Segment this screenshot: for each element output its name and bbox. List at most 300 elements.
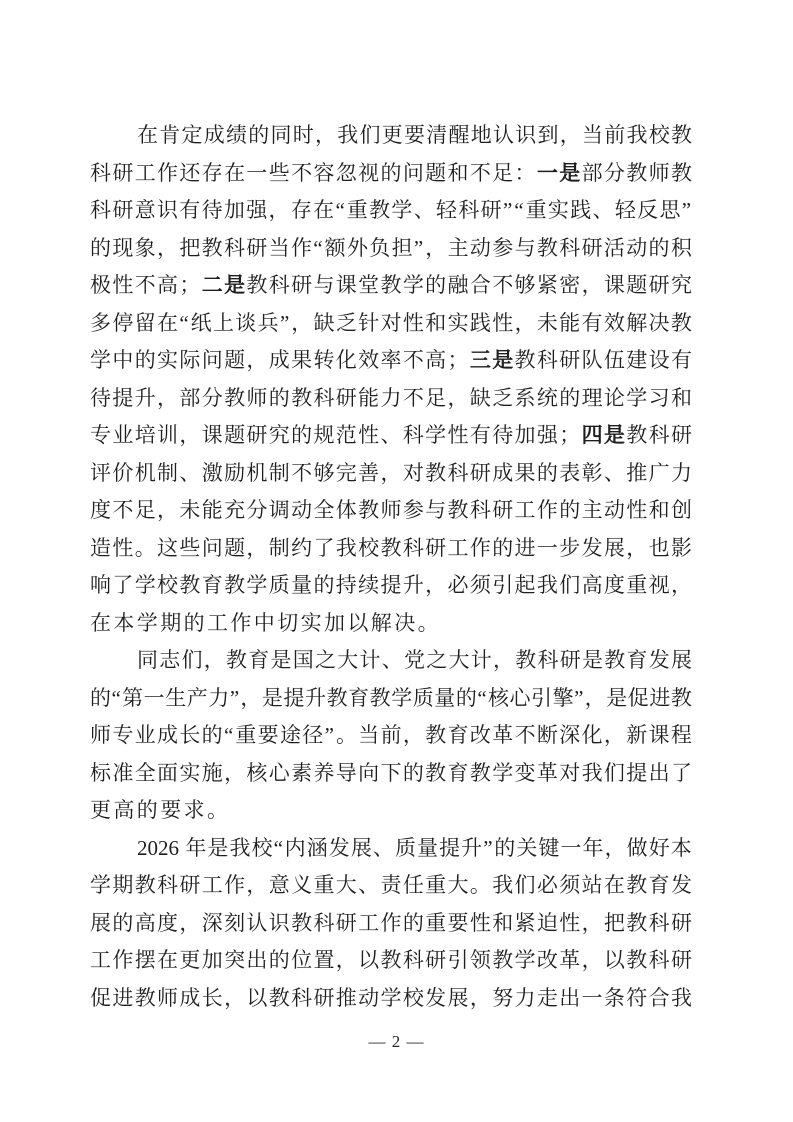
text-char: 教 xyxy=(358,498,380,522)
text-char: 之 xyxy=(426,648,448,672)
text-char: 义 xyxy=(291,873,313,897)
text-char: 校 xyxy=(648,123,670,147)
text-char: 科 xyxy=(648,423,670,447)
text-char: 究 xyxy=(268,423,290,447)
text-char: 重 xyxy=(235,723,257,747)
text-char: 提 xyxy=(380,573,402,597)
text-char: 养 xyxy=(313,760,335,785)
text-char: 定 xyxy=(181,123,203,147)
text-char: 的 xyxy=(648,235,670,260)
text-char: 科 xyxy=(157,873,179,897)
text-char: 题 xyxy=(626,273,648,297)
text-char: 、 xyxy=(413,198,435,222)
text-line xyxy=(90,192,692,230)
text-char: 工 xyxy=(358,910,380,935)
text-char: 部 xyxy=(581,160,603,185)
text-char: ， xyxy=(157,498,179,522)
text-char: 高 xyxy=(425,348,447,372)
text-char: 育 xyxy=(447,723,469,747)
text-char: 质 xyxy=(394,835,416,860)
text-char: 未 xyxy=(536,310,558,335)
text-char: 加 xyxy=(514,423,536,447)
quote-mark: ” xyxy=(502,198,513,222)
quote-mark: “ xyxy=(179,310,189,335)
text-segment: 更高的要求。 xyxy=(90,798,231,822)
text-char: 性 xyxy=(559,910,581,935)
text-char: 大 xyxy=(337,648,359,672)
text-char: 也 xyxy=(648,535,670,560)
text-char: 擎 xyxy=(552,685,574,710)
text-char: 质 xyxy=(268,573,290,597)
text-char: 教 xyxy=(134,873,156,897)
text-char: 持 xyxy=(335,573,357,597)
text-char: 题 xyxy=(224,535,246,560)
text-char: ， xyxy=(380,460,402,485)
text-char: 2026 xyxy=(137,835,185,860)
text-char: 教 xyxy=(626,423,648,447)
text-char: ， xyxy=(604,835,626,860)
text-char: 师 xyxy=(157,985,179,1010)
bold-text: 二 xyxy=(201,273,223,297)
text-char: 。 xyxy=(335,723,357,747)
text-char: 建 xyxy=(626,348,648,372)
text-char: 科 xyxy=(291,985,313,1010)
text-char: 足 xyxy=(134,498,156,522)
text-char: 教 xyxy=(201,235,223,260)
text-char: 要 xyxy=(257,723,279,747)
text-char: 站 xyxy=(581,873,603,897)
text-char: 积 xyxy=(670,235,692,260)
text-char: 性 xyxy=(626,498,648,522)
text-char: 改 xyxy=(536,948,558,972)
text-char: 我 xyxy=(626,123,648,147)
text-char: 不 xyxy=(112,498,134,522)
text-char: 不 xyxy=(514,723,536,747)
text-char: 教 xyxy=(268,985,290,1010)
text-char: 主 xyxy=(581,498,603,522)
text-char: 缺 xyxy=(313,310,335,335)
text-char: 广 xyxy=(648,460,670,485)
text-char: 重 xyxy=(425,873,447,897)
text-char: 教 xyxy=(224,573,246,597)
text-char: ， xyxy=(335,948,357,972)
text-char: 度 xyxy=(90,498,111,522)
text-char: 面 xyxy=(157,760,179,785)
text-char: 有 xyxy=(581,310,603,335)
text-char: 活 xyxy=(603,235,625,260)
text-char: 作 xyxy=(112,948,134,972)
text-char: ， xyxy=(425,573,447,597)
text-char: 研 xyxy=(335,910,357,935)
text-char: 兵 xyxy=(257,310,279,335)
text-char: 性 xyxy=(447,423,469,447)
text-char: ， xyxy=(447,385,469,410)
text-char: 与 xyxy=(313,273,335,297)
text-char: 不 xyxy=(291,160,313,185)
text-char: 本 xyxy=(670,835,692,860)
text-char: 决 xyxy=(648,310,670,335)
text-char: ， xyxy=(581,948,603,972)
text-char: 涵 xyxy=(306,835,328,860)
text-char: 研 xyxy=(559,348,581,372)
text-char: 育 xyxy=(348,685,370,710)
text-char: 程 xyxy=(670,723,692,747)
text-char: 不 xyxy=(291,460,313,485)
text-char: 下 xyxy=(380,760,402,785)
text-char: 更 xyxy=(179,948,201,972)
text-char: 约 xyxy=(291,535,313,560)
text-char: 改 xyxy=(469,723,491,747)
text-char: 成 xyxy=(179,985,201,1010)
text-char: 当 xyxy=(582,123,603,147)
text-char: 分 xyxy=(603,160,625,185)
quote-mark: “ xyxy=(111,685,121,710)
text-line xyxy=(90,380,692,418)
text-char: 第 xyxy=(122,685,144,710)
text-char: 核 xyxy=(487,685,509,710)
text-char: 忽 xyxy=(335,160,357,185)
text-char: 径 xyxy=(302,723,324,747)
text-char: 出 xyxy=(246,948,268,972)
text-char: 视 xyxy=(648,573,670,597)
text-char: 展 xyxy=(671,648,692,672)
text-char: 们 xyxy=(559,573,581,597)
text-char: 我 xyxy=(335,535,357,560)
text-char: 当 xyxy=(358,723,380,747)
text-char: 研 xyxy=(670,423,692,447)
text-char: 展 xyxy=(350,835,372,860)
text-char: 研 xyxy=(425,535,447,560)
text-char: 研 xyxy=(480,198,502,222)
text-char: 师 xyxy=(648,160,670,185)
text-char: ， xyxy=(581,910,603,935)
text-char: 解 xyxy=(626,310,648,335)
text-char: 研 xyxy=(179,873,201,897)
text-char: ， xyxy=(268,198,290,222)
text-char: ， xyxy=(559,123,581,147)
text-char: 度 xyxy=(603,573,625,597)
text-char: 以 xyxy=(603,948,625,972)
text-char: 大 xyxy=(447,873,469,897)
text-char: 性 xyxy=(112,535,134,560)
text-char: 师 xyxy=(246,385,268,410)
text-char: 部 xyxy=(179,385,201,410)
text-char: 以 xyxy=(358,948,380,972)
text-char: 。 xyxy=(469,873,491,897)
text-char: 教 xyxy=(626,948,648,972)
bold-text: 是 xyxy=(603,423,625,447)
text-char: 科 xyxy=(402,423,424,447)
text-char: 、 xyxy=(358,873,380,897)
text-char: 发 xyxy=(648,648,670,672)
text-char: 走 xyxy=(536,985,558,1010)
text-char: 学 xyxy=(391,198,413,222)
text-char: 题 xyxy=(425,160,447,185)
text-char: 提 xyxy=(439,835,461,860)
text-char: 断 xyxy=(536,723,558,747)
text-char: 工 xyxy=(134,160,156,185)
text-char: 论 xyxy=(603,385,625,410)
text-char: 研 xyxy=(246,423,268,447)
text-char: 长 xyxy=(201,985,223,1010)
text-char: 校 xyxy=(402,985,424,1010)
text-char: 紧 xyxy=(514,910,536,935)
text-char: 动 xyxy=(358,985,380,1010)
text-char: 是 xyxy=(261,685,283,710)
text-line xyxy=(90,267,692,305)
text-line xyxy=(90,417,692,455)
text-char: 专 xyxy=(112,723,134,747)
text-char: 教 xyxy=(492,948,514,972)
text-char: 是 xyxy=(582,648,603,672)
text-char: 有 xyxy=(670,348,692,372)
text-char: 校 xyxy=(251,835,273,860)
text-char: ， xyxy=(584,685,606,710)
text-char: 们 xyxy=(359,123,381,147)
text-char: 识 xyxy=(515,123,537,147)
text-char: 融 xyxy=(447,273,469,297)
text-char: 制 xyxy=(157,460,179,485)
text-char: 研 xyxy=(112,198,134,222)
text-char: 要 xyxy=(404,123,425,147)
text-char: 科 xyxy=(648,910,670,935)
text-char: 突 xyxy=(224,948,246,972)
text-char: 成 xyxy=(268,348,290,372)
text-char: 密 xyxy=(559,273,581,297)
text-char: 激 xyxy=(201,460,223,485)
text-char: 教 xyxy=(671,123,692,147)
text-char: 、 xyxy=(179,460,201,485)
text-char: 的 xyxy=(248,123,270,147)
text-char: 高 xyxy=(581,573,603,597)
text-char: 科 xyxy=(648,948,670,972)
text-char: 教 xyxy=(369,685,391,710)
text-char: 成 xyxy=(156,723,178,747)
text-char: 性 xyxy=(492,310,514,335)
text-char: 科 xyxy=(90,198,111,222)
text-char: 标 xyxy=(90,760,111,785)
text-char: 识 xyxy=(268,910,290,935)
text-char: 教 xyxy=(380,948,402,972)
text-char: 的 xyxy=(492,535,514,560)
text-char: 同 xyxy=(270,123,292,147)
text-char: 工 xyxy=(447,535,469,560)
text-char: 些 xyxy=(268,160,290,185)
text-char: 力 xyxy=(380,385,402,410)
text-char: 我 xyxy=(536,573,558,597)
text-char: 反 xyxy=(637,198,659,222)
text-char: 育 xyxy=(626,648,648,672)
text-line xyxy=(90,642,692,680)
text-char: 时 xyxy=(292,123,314,147)
text-char: 科 xyxy=(90,160,111,185)
text-char: 规 xyxy=(313,423,335,447)
text-char: 化 xyxy=(581,723,603,747)
text-char: 更 xyxy=(381,123,403,147)
text-char: 意 xyxy=(268,873,290,897)
text-line xyxy=(90,117,692,155)
text-char: 合 xyxy=(469,273,491,297)
text-char: 途 xyxy=(279,723,301,747)
text-char: 提 xyxy=(626,760,648,785)
quote-mark: “ xyxy=(273,835,283,860)
text-char: 培 xyxy=(134,423,156,447)
text-char: 科 xyxy=(537,648,559,672)
text-char: 上 xyxy=(212,310,234,335)
text-char: 践 xyxy=(469,310,491,335)
text-char: 科 xyxy=(402,948,424,972)
quote-mark: ” xyxy=(483,835,493,860)
text-char: 充 xyxy=(224,498,246,522)
text-char: 教 xyxy=(626,160,648,185)
text-char: 了 xyxy=(112,573,134,597)
text-char: 施 xyxy=(201,760,223,785)
text-char: 键 xyxy=(538,835,560,860)
text-char: 教 xyxy=(536,235,558,260)
text-char: 作 xyxy=(469,535,491,560)
quote-mark: ” xyxy=(681,198,692,222)
text-char: 的 xyxy=(559,385,581,410)
text-char: 加 xyxy=(201,948,223,972)
text-char: 进 xyxy=(112,985,134,1010)
text-char: 在 xyxy=(224,160,246,185)
bold-text: 是 xyxy=(559,160,581,185)
text-char: 工 xyxy=(514,498,536,522)
text-char: 志 xyxy=(159,648,181,672)
text-char: 科 xyxy=(313,910,335,935)
text-char: ， xyxy=(626,535,648,560)
text-char: 认 xyxy=(246,910,268,935)
text-char: 进 xyxy=(514,535,536,560)
text-char: ； xyxy=(559,423,581,447)
text-char: 一 xyxy=(581,985,603,1010)
text-char: ， xyxy=(246,535,268,560)
text-char: ， xyxy=(315,123,336,147)
text-char: 清 xyxy=(426,123,448,147)
text-char: 纸 xyxy=(190,310,212,335)
text-char: 们 xyxy=(181,648,203,672)
text-char: 在 xyxy=(157,948,179,972)
text-char: 教 xyxy=(246,273,268,297)
text-char: 堂 xyxy=(358,273,380,297)
text-char: 性 xyxy=(112,273,134,297)
text-char: 质 xyxy=(412,685,434,710)
text-char: 成 xyxy=(492,460,514,485)
text-char: ； xyxy=(447,348,469,372)
text-char: 题 xyxy=(224,348,246,372)
text-char: 动 xyxy=(469,235,491,260)
text-char: 存 xyxy=(201,160,223,185)
text-char: 置 xyxy=(313,948,335,972)
text-char: 机 xyxy=(246,460,268,485)
text-char: 努 xyxy=(492,985,514,1010)
text-line xyxy=(90,530,692,568)
text-char: 的 xyxy=(494,835,516,860)
text-char: 和 xyxy=(670,385,692,410)
text-char: 伍 xyxy=(603,348,625,372)
text-char: 心 xyxy=(268,760,290,785)
bold-text: 三 xyxy=(469,348,491,372)
text-char: 校 xyxy=(358,535,380,560)
text-char: 参 xyxy=(492,235,514,260)
text-char: 思 xyxy=(659,198,681,222)
text-char: 必 xyxy=(536,873,558,897)
text-char: 须 xyxy=(469,573,491,597)
text-char: ， xyxy=(224,760,246,785)
text-char: 的 xyxy=(90,235,111,260)
text-char: 、 xyxy=(380,423,402,447)
text-char: 重 xyxy=(346,198,368,222)
text-line xyxy=(90,980,692,1018)
text-char: 步 xyxy=(559,535,581,560)
text-char: ， xyxy=(425,235,447,260)
text-char: ， xyxy=(581,273,603,297)
text-char: 象 xyxy=(134,235,156,260)
text-char: 认 xyxy=(493,123,514,147)
text-char: 问 xyxy=(201,535,223,560)
text-char: 大 xyxy=(448,648,470,672)
text-char: 进 xyxy=(649,685,671,710)
text-char: 出 xyxy=(559,985,581,1010)
text-char: 极 xyxy=(90,273,111,297)
text-char: 效 xyxy=(603,310,625,335)
text-char: 、 xyxy=(372,835,394,860)
text-char: 题 xyxy=(224,423,246,447)
text-char: 力 xyxy=(208,685,230,710)
text-char: 分 xyxy=(246,498,268,522)
text-line xyxy=(90,605,692,643)
text-char: 育 xyxy=(648,873,670,897)
text-char: 与 xyxy=(514,235,536,260)
text-char: 教 xyxy=(515,648,537,672)
text-char: 要 xyxy=(447,910,469,935)
text-line xyxy=(90,792,692,830)
text-char: 升 xyxy=(402,573,424,597)
text-char: 高 xyxy=(157,273,179,297)
text-char: 出 xyxy=(648,760,670,785)
text-char: 量 xyxy=(417,835,438,860)
text-char: 够 xyxy=(514,273,536,297)
text-char: 强 xyxy=(536,423,558,447)
text-char: 不 xyxy=(469,160,491,185)
text-segment: 在本学期的工作中切实加以解决。 xyxy=(90,610,441,635)
text-char: 提 xyxy=(112,385,134,410)
text-char: 一 xyxy=(246,160,268,185)
text-char: 教 xyxy=(425,760,447,785)
text-char: 励 xyxy=(224,460,246,485)
text-char: 乏 xyxy=(492,385,514,410)
text-char: 习 xyxy=(648,385,670,410)
text-char: 师 xyxy=(90,723,111,747)
text-char: 轻 xyxy=(436,198,457,222)
text-char: 教 xyxy=(425,723,447,747)
text-char: 计 xyxy=(470,648,492,672)
text-char: 好 xyxy=(648,835,670,860)
text-char: 研 xyxy=(335,385,357,410)
text-line xyxy=(90,755,692,793)
text-char: 升 xyxy=(134,385,156,410)
text-char: 把 xyxy=(179,235,201,260)
text-char: 、 xyxy=(381,648,403,672)
text-char: 引 xyxy=(492,573,514,597)
text-char: 深 xyxy=(201,910,223,935)
text-char: 促 xyxy=(627,685,649,710)
text-char: 学 xyxy=(90,873,111,897)
text-char: 完 xyxy=(335,460,357,485)
text-char: 教 xyxy=(670,685,692,710)
text-char: 科 xyxy=(268,273,290,297)
text-char: 了 xyxy=(670,760,692,785)
